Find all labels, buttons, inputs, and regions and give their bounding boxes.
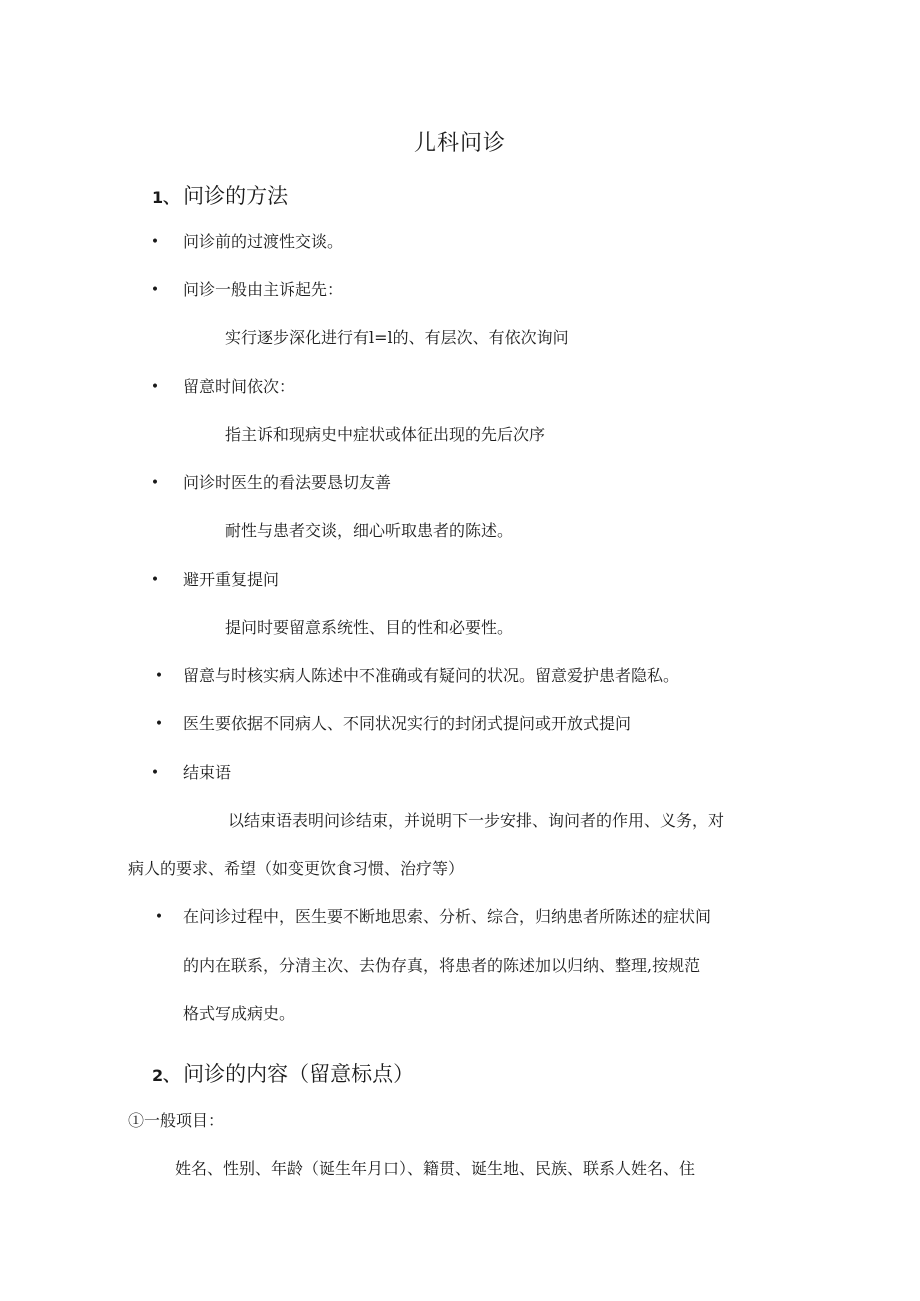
list-item: 问诊前的过渡性交谈。: [183, 232, 344, 251]
bullet-icon: •: [150, 234, 160, 250]
section-1-heading: [152, 180, 288, 210]
list-item-detail: 指主诉和现病史中症状或体征出现的先后次序: [225, 425, 546, 444]
bullet-icon: •: [154, 909, 164, 925]
list-item-detail: 以结束语表明问诊结束，并说明下一步安排、询问者的作用、义务，对: [228, 811, 725, 830]
bullet-icon: •: [150, 282, 160, 298]
list-item-continuation: 的内在联系，分清主次、去伪存真，将患者的陈述加以归纳、整理,按规范: [183, 956, 701, 975]
list-item: 问诊时医生的看法要恳切友善: [183, 473, 392, 492]
list-item: 医生要依据不同病人、不同状况实行的封闭式提问或开放式提问: [183, 714, 632, 733]
list-item: 结束语: [183, 763, 232, 782]
list-item: 在问诊过程中，医生要不断地思索、分析、综合，归纳患者所陈述的症状间: [183, 907, 712, 926]
sub-heading: ①一般项目：: [128, 1111, 225, 1130]
page-title: 儿科问诊: [413, 131, 506, 156]
bullet-icon: •: [150, 765, 160, 781]
list-item-detail: 耐性与患者交谈，细心听取患者的陈述。: [225, 521, 514, 540]
bullet-icon: •: [150, 572, 160, 588]
list-item-continuation: 格式写成病史。: [183, 1004, 296, 1023]
section-2-number: 2、: [152, 1066, 180, 1085]
list-item-detail: 实行逐步深化进行有l=l的、有层次、有依次询问: [225, 328, 569, 347]
list-item: 避开重复提问: [183, 570, 280, 589]
paragraph: 姓名、性别、年龄（诞生年月口）、籍贯、诞生地、民族、联系人姓名、住: [175, 1159, 696, 1178]
bullet-icon: •: [150, 475, 160, 491]
bullet-icon: •: [150, 379, 160, 395]
bullet-icon: •: [154, 668, 164, 684]
section-1-title: 问诊的方法: [183, 184, 289, 208]
list-item: 留意与时核实病人陈述中不准确或有疑问的状况。留意爱护患者隐私。: [183, 666, 680, 685]
list-item: 问诊一般由主诉起先：: [183, 280, 344, 299]
list-item-detail: 病人的要求、希望（如变更饮食习惯、治疗等）: [128, 859, 465, 878]
list-item-detail: 提问时要留意系统性、目的性和必要性。: [225, 618, 514, 637]
section-1-number: 1、: [152, 188, 180, 207]
list-item: 留意时间依次：: [183, 377, 296, 396]
section-2-title: 问诊的内容（留意标点）: [183, 1062, 415, 1086]
section-2-heading: [152, 1058, 414, 1088]
bullet-icon: •: [154, 716, 164, 732]
